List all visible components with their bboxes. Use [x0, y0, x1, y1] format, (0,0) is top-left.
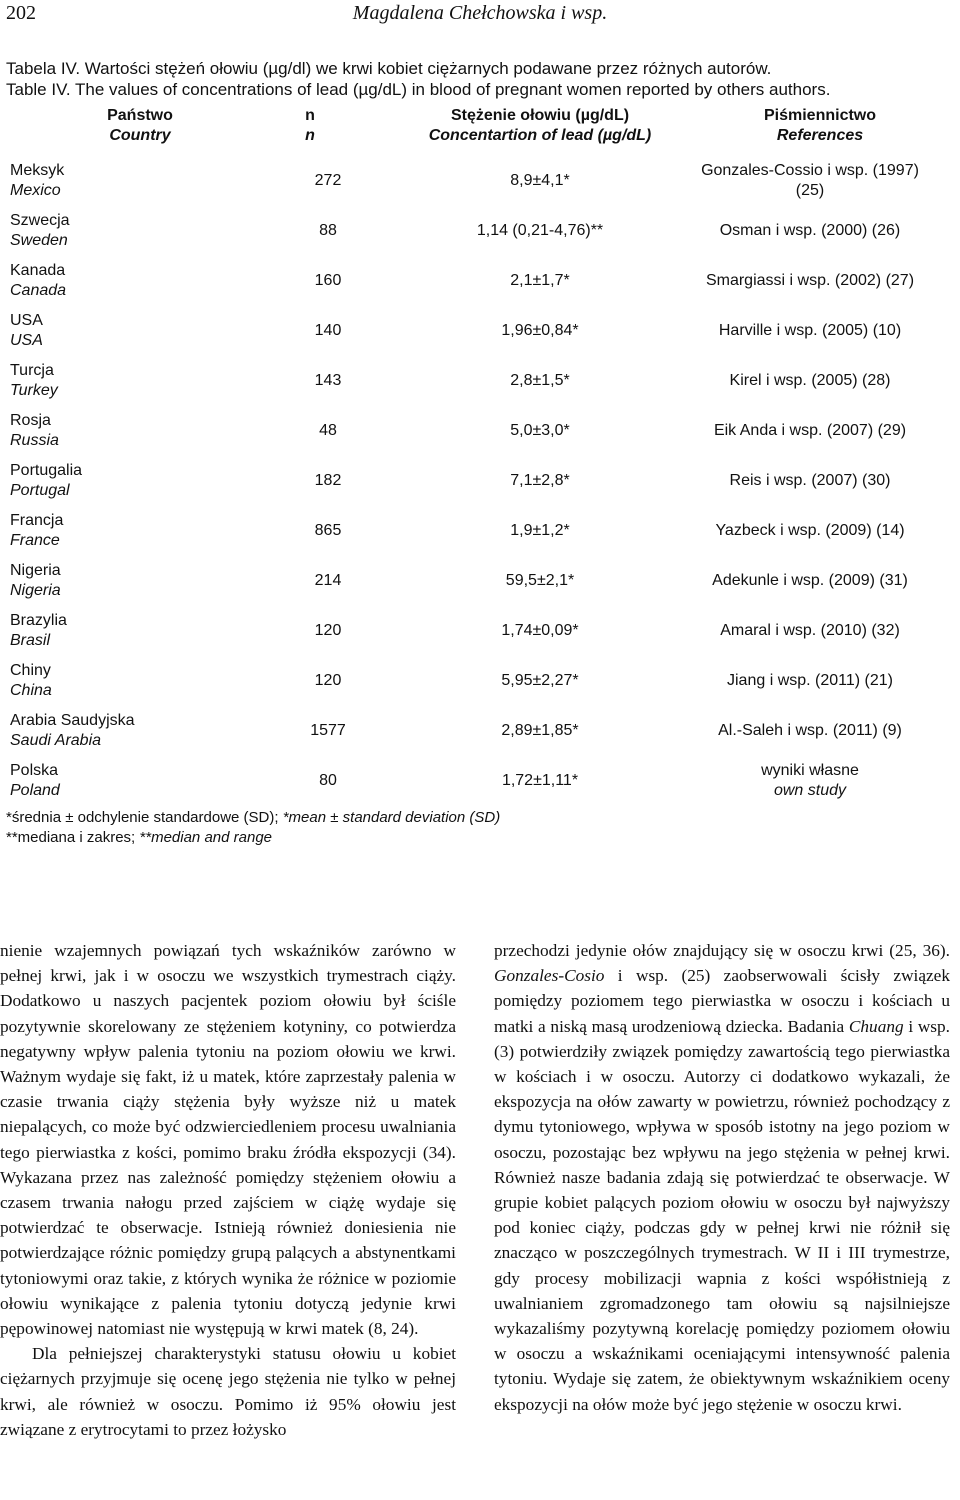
cell-n: 214	[314, 572, 342, 589]
cell-reference	[660, 721, 960, 741]
cell-n: 88	[319, 222, 337, 239]
country-en: Turkey	[10, 382, 58, 399]
reference-text: Smargiassi i wsp. (2002) (27)	[705, 272, 915, 289]
country-en: Saudi Arabia	[10, 732, 102, 749]
reference-text: Yazbeck i wsp. (2009) (14)	[715, 522, 905, 539]
cell-reference	[660, 161, 960, 201]
country-pl: Szwecja	[10, 212, 70, 229]
caption-polish: Tabela IV. Wartości stężeń ołowiu (µg/dl) we krwi kobiet ciężarnych podawane przez różnych autorów.	[6, 59, 772, 78]
table-row	[0, 761, 960, 811]
author-name: Chuang	[848, 1016, 904, 1036]
country-en: USA	[10, 332, 43, 349]
table-row	[0, 261, 960, 311]
country-en: Mexico	[10, 182, 61, 199]
cell-country	[10, 311, 43, 351]
country-pl: Kanada	[10, 262, 66, 279]
body-column-right	[494, 938, 950, 1417]
cell-country	[10, 411, 59, 451]
country-en: Poland	[10, 782, 60, 799]
table-row	[0, 561, 960, 611]
footnote-mean	[6, 808, 500, 828]
country-en: Sweden	[10, 232, 68, 249]
reference-text: Kirel i wsp. (2005) (28)	[729, 372, 891, 389]
country-pl: Nigeria	[10, 562, 61, 579]
table-row	[0, 711, 960, 761]
cell-n: 120	[314, 622, 342, 639]
cell-country	[10, 711, 135, 751]
table-row	[0, 211, 960, 261]
country-pl: Brazylia	[10, 612, 67, 629]
country-pl: Turcja	[10, 362, 54, 379]
table-footnotes	[6, 808, 500, 848]
country-en: Canada	[10, 282, 67, 299]
cell-concentration: 2,1±1,7*	[510, 272, 570, 289]
cell-n: 182	[314, 472, 342, 489]
cell-n: 865	[314, 522, 342, 539]
cell-reference	[660, 371, 960, 391]
running-author: Magdalena Chełchowska i wsp.	[352, 2, 608, 24]
cell-concentration: 1,9±1,2*	[510, 522, 570, 539]
cell-reference	[660, 621, 960, 641]
cell-reference	[660, 321, 960, 341]
cell-n: 143	[314, 372, 342, 389]
header-country-en: Country	[109, 127, 171, 144]
header-country	[80, 106, 200, 146]
country-pl: Arabia Saudyjska	[10, 712, 135, 729]
header-n-pl: n	[305, 107, 315, 124]
page-number: 202	[6, 2, 36, 24]
cell-country	[10, 461, 82, 501]
cell-concentration: 59,5±2,1*	[505, 572, 575, 589]
reference-text: Harville i wsp. (2005) (10)	[718, 322, 902, 339]
cell-n: 48	[319, 422, 337, 439]
cell-n: 80	[319, 772, 337, 789]
running-header	[0, 2, 960, 28]
cell-concentration: 5,95±2,27*	[501, 672, 579, 689]
table-row	[0, 511, 960, 561]
cell-concentration: 1,96±0,84*	[501, 322, 579, 339]
header-ref-en: References	[776, 127, 864, 144]
country-pl: Meksyk	[10, 162, 65, 179]
table-row	[0, 411, 960, 461]
cell-reference	[660, 571, 960, 591]
header-references	[700, 106, 940, 146]
footnote-mean-pl: *średnia ± odchylenie standardowe (SD);	[6, 809, 283, 826]
country-en: Russia	[10, 432, 59, 449]
paragraph	[494, 938, 950, 1417]
cell-n: 160	[314, 272, 342, 289]
reference-text: wyniki własne	[761, 762, 859, 779]
cell-country	[10, 611, 67, 651]
cell-country	[10, 661, 52, 701]
footnote-mean-en: *mean ± standard deviation (SD)	[282, 809, 501, 826]
reference-text: Al.-Saleh i wsp. (2011) (9)	[718, 722, 902, 739]
cell-country	[10, 261, 66, 301]
header-conc-pl: Stężenie ołowiu (µg/dL)	[450, 107, 630, 124]
country-pl: Polska	[10, 762, 59, 779]
table-row	[0, 661, 960, 711]
header-ref-pl: Piśmiennictwo	[763, 107, 877, 124]
country-pl: Rosja	[10, 412, 51, 429]
country-en: Portugal	[10, 482, 70, 499]
table-row	[0, 161, 960, 211]
cell-n: 120	[314, 672, 342, 689]
country-pl: Portugalia	[10, 462, 83, 479]
cell-concentration: 1,72±1,11*	[501, 772, 579, 789]
footnote-median	[6, 828, 500, 848]
header-n-en: n	[305, 127, 315, 144]
paragraph: nienie wzajemnych powiązań tych wskaźników zarówno w pełnej krwi, jak i w osoczu we wszystkich trymestrach ciąży. Dodatkowo u naszych pacjentek poziom ołowiu był ściśle pozytywnie skorelowany ze stężeniem kotyniny, co potwierdza negatywny wpływ palenia tytoniu na poziom ołowiu we krwi. Ważnym wydaje się fakt, iż u matek, które zaprzestały palenia w czasie trwania ciąży stężenia były wyższe niż u matek niepalących, co może być odzwierciedleniem procesu uwalniania tego pierwiastka z kości, pomimo braku źródła ekspozycji (34). Wykazana przez nas zależność pomiędzy stężeniem ołowiu a czasem trwania nałogu przed zajściem w ciążę wydaje się potwierdzać te obserwacje. Istnieją również doniesienia nie potwierdzające różnic pomiędzy grupą palących a abstynentkami tytoniowymi oraz takie, z których wynika że różnice w poziomie ołowiu wynikające z palenia tytoniu dotyczą jedynie krwi pępowinowej natomiast nie występują w krwi matek (8, 24).	[0, 941, 456, 1339]
cell-reference	[660, 271, 960, 291]
header-conc-en: Concentartion of lead (µg/dL)	[428, 127, 652, 144]
cell-reference	[660, 521, 960, 541]
cell-concentration: 7,1±2,8*	[510, 472, 570, 489]
reference-text: Osman i wsp. (2000) (26)	[719, 222, 901, 239]
country-pl: USA	[10, 312, 43, 329]
country-en: China	[10, 682, 52, 699]
cell-reference	[660, 471, 960, 491]
footnote-median-pl: **mediana i zakres;	[6, 829, 140, 846]
table-row	[0, 361, 960, 411]
cell-n: 1577	[310, 722, 346, 739]
reference-number: (25)	[795, 182, 825, 199]
cell-n: 272	[314, 172, 342, 189]
cell-country	[10, 511, 63, 551]
table-caption	[6, 58, 956, 100]
cell-country	[10, 361, 58, 401]
text-run: przechodzi jedynie ołów znajdujący się w osoczu krwi (25, 36).	[494, 941, 950, 960]
text-run: i wsp. (3) potwierdziły związek pomiędzy zawartością tego pierwiastka w kościach i w osoczu. Autorzy ci dodatkowo wykazali, że ekspozycja na ołów zawarty w powietrzu, również pochodzący z dymu tytoniowego, wpływa w sposób istotny na jego poziom w osoczu, pozostając bez wpływu na jego stężenia w pełnej krwi. Również nasze badania zdają się potwierdzać te obserwacje. W grupie kobiet palących poziom ołowiu w osoczu był najwyższy pod koniec ciąży, podczas gdy w pełnej krwi nie różnił się znacząco w poszczególnych trymestrach. W II i III trymestrze, gdy procesy mobilizacji wapnia z kości współistnieją z uwalnianiem zgromadzonego tam ołowiu są najsilniejsze wykazaliśmy pozytywną korelację pomiędzy poziomem ołowiu w osoczu a wskaźnikami oceniającymi intensywność palenia tytoniu. Wydaje się zatem, że obiektywnym wskaźnikiem oceny ekspozycji na ołów może być jego stężenie w osoczu krwi.	[494, 1016, 950, 1414]
country-en: Nigeria	[10, 582, 61, 599]
cell-reference	[660, 761, 960, 801]
header-concentration	[400, 106, 680, 146]
country-pl: Chiny	[10, 662, 51, 679]
reference-text: Adekunle i wsp. (2009) (31)	[712, 572, 908, 589]
cell-concentration: 1,74±0,09*	[501, 622, 579, 639]
cell-reference	[660, 671, 960, 691]
reference-text: Gonzales-Cossio i wsp. (1997)	[701, 162, 919, 179]
cell-country	[10, 761, 60, 801]
country-en: France	[10, 532, 60, 549]
reference-text: Eik Anda i wsp. (2007) (29)	[713, 422, 907, 439]
footnote-median-en: **median and range	[139, 829, 273, 846]
author-name: Gonzales-Cosio	[494, 966, 605, 986]
reference-text: Amaral i wsp. (2010) (32)	[720, 622, 900, 639]
table-row	[0, 461, 960, 511]
table-row	[0, 311, 960, 361]
cell-concentration: 2,8±1,5*	[510, 372, 570, 389]
body-column-left	[0, 938, 456, 1442]
text-run: i wsp. (25) zaobserwowali ścisły związek pomiędzy poziomem tego pierwiastka w osoczu i kościach u matki a niską masą urodzeniową dziecka. Badania	[494, 966, 950, 1036]
cell-reference	[660, 221, 960, 241]
country-en: Brasil	[10, 632, 51, 649]
paragraph: Dla pełniejszej charakterystyki statusu ołowiu u kobiet ciężarnych przyjmuje się ocenę jego stężenia nie tylko w pełnej krwi, ale również w osoczu. Pomimo iż 95% ołowiu jest związane z erytrocytami to przez łożysko	[0, 1344, 456, 1439]
cell-concentration: 1,14 (0,21-4,76)**	[476, 222, 604, 239]
cell-country	[10, 161, 64, 201]
cell-country	[10, 211, 70, 251]
reference-text: Jiang i wsp. (2011) (21)	[727, 672, 893, 689]
caption-english: Table IV. The values of concentrations of lead (µg/dL) in blood of pregnant women reported by others authors.	[6, 80, 831, 99]
cell-concentration: 2,89±1,85*	[501, 722, 579, 739]
cell-country	[10, 561, 61, 601]
cell-concentration: 5,0±3,0*	[510, 422, 570, 439]
reference-text: Reis i wsp. (2007) (30)	[729, 472, 891, 489]
header-country-pl: Państwo	[107, 107, 173, 124]
cell-n: 140	[314, 322, 342, 339]
header-n	[290, 106, 330, 146]
reference-en: own study	[773, 782, 847, 799]
cell-reference	[660, 421, 960, 441]
cell-concentration: 8,9±4,1*	[510, 172, 570, 189]
country-pl: Francja	[10, 512, 64, 529]
table-row	[0, 611, 960, 661]
